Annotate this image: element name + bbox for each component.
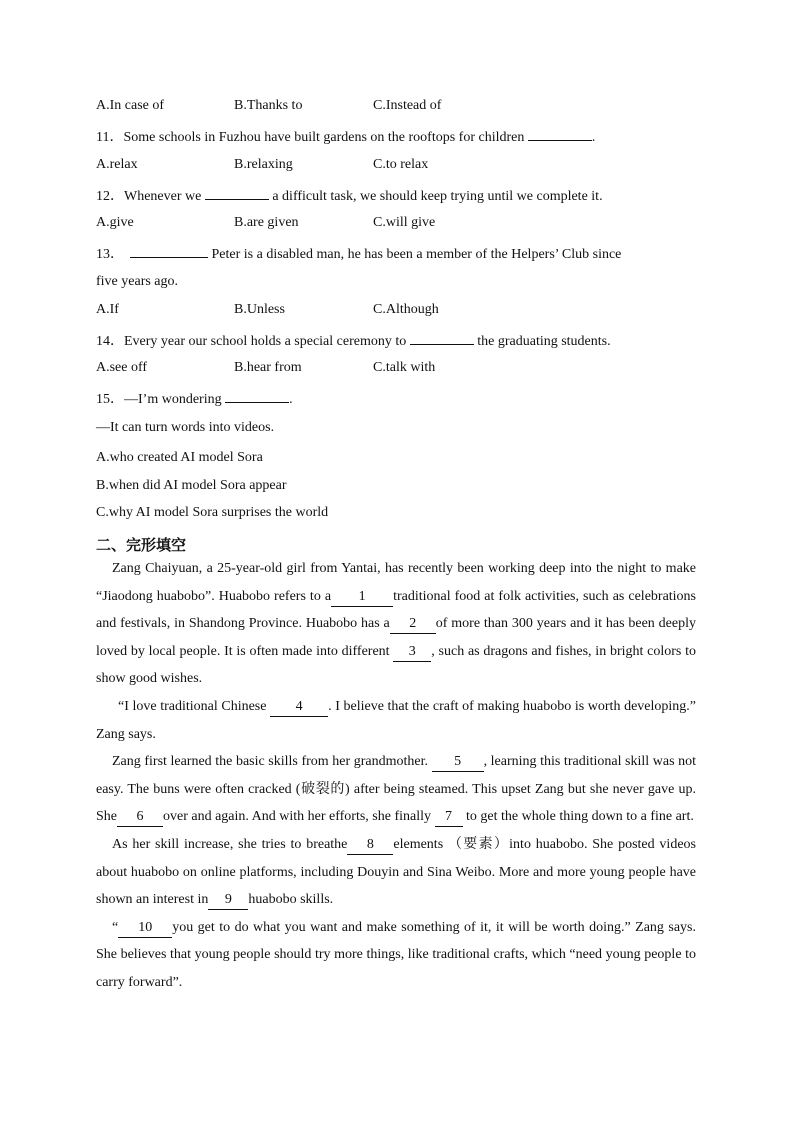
- q14-option-c: C.talk with: [373, 360, 436, 375]
- question-text-end: .: [591, 130, 596, 145]
- question-text-end: the graduating students.: [473, 334, 611, 349]
- q10-option-a: A.In case of: [96, 98, 165, 113]
- question-number: 15．: [96, 392, 124, 407]
- cloze-blank-7[interactable]: 7: [435, 808, 463, 827]
- question-14: [96, 330, 611, 351]
- cloze-blank-9[interactable]: 9: [208, 891, 248, 910]
- question-11: [96, 126, 595, 147]
- question-15: [96, 388, 293, 409]
- cloze-blank-2[interactable]: 2: [390, 615, 436, 634]
- question-text: Whenever we: [124, 189, 205, 204]
- question-text: Peter is a disabled man, he has been a member of the Helpers’ Club since: [208, 247, 622, 262]
- cloze-paragraph-2: “I love traditional Chinese 4 . I believe that the craft of making huabobo is worth developing.” Zang says.: [96, 698, 696, 742]
- answer-blank[interactable]: [410, 330, 474, 345]
- q12-option-a: A.give: [96, 215, 134, 230]
- cloze-blank-5[interactable]: 5: [432, 753, 484, 772]
- q11-option-c: C.to relax: [373, 157, 429, 172]
- cloze-paragraph-4: As her skill increase, she tries to breathe 8 elements （要素）into huabobo. She posted videos about huabobo on online platforms, including Douyin and Sina Weibo. More and more young people have shown an interest in 9 huabobo skills.: [96, 831, 696, 914]
- q10-option-b: B.Thanks to: [234, 98, 303, 113]
- q14-option-a: A.see off: [96, 360, 148, 375]
- answer-blank[interactable]: [225, 388, 289, 403]
- q13-line-2: five years ago.: [96, 274, 179, 289]
- q13-option-c: C.Although: [373, 302, 439, 317]
- cloze-passage: [96, 555, 696, 997]
- q12-option-c: C.will give: [373, 215, 436, 230]
- question-number: 13．: [96, 247, 124, 262]
- q12-option-b: B.are given: [234, 215, 299, 230]
- question-13: [96, 243, 621, 264]
- cloze-blank-4[interactable]: 4: [270, 698, 328, 717]
- q14-option-b: B.hear from: [234, 360, 302, 375]
- answer-blank[interactable]: [528, 126, 592, 141]
- q11-option-a: A.relax: [96, 157, 138, 172]
- q10-option-c: C.Instead of: [373, 98, 442, 113]
- q15-option-a: A.who created AI model Sora: [96, 450, 263, 465]
- cloze-paragraph-5: “ 10 you get to do what you want and make something of it, it will be worth doing.” Zang says. She believes that young people should try more things, like traditional crafts, which “need young people to carry forward”.: [96, 919, 696, 990]
- question-text-end: .: [289, 392, 293, 407]
- question-12: [96, 185, 603, 206]
- question-number: 12．: [96, 189, 124, 204]
- question-text: Every year our school holds a special ceremony to: [124, 334, 410, 349]
- question-number: 11．: [96, 130, 124, 145]
- q11-option-b: B.relaxing: [234, 157, 293, 172]
- answer-blank[interactable]: [205, 185, 269, 200]
- question-number: 14．: [96, 334, 124, 349]
- cloze-blank-10[interactable]: 10: [118, 919, 172, 938]
- q15-option-b: B.when did AI model Sora appear: [96, 478, 287, 493]
- q13-option-b: B.Unless: [234, 302, 285, 317]
- cloze-blank-8[interactable]: 8: [347, 836, 393, 855]
- answer-blank[interactable]: [130, 243, 208, 258]
- section-heading: 二、完形填空: [96, 536, 187, 554]
- question-text: —I’m wondering: [124, 392, 226, 407]
- cloze-paragraph-3: Zang first learned the basic skills from her grandmother. 5 , learning this traditional skill was not easy. The buns were often cracked (破裂的) after being steamed. This upset Zang but she never gave up. She 6 over and again. And with her efforts, she finally 7 to get the whole thing down to a fine art.: [96, 748, 696, 831]
- cloze-blank-1[interactable]: 1: [331, 588, 393, 607]
- q15-option-c: C.why AI model Sora surprises the world: [96, 505, 329, 520]
- cloze-paragraph-1: Zang Chaiyuan, a 25-year-old girl from Yantai, has recently been working deep into the night to make “Jiaodong huabobo”. Huabobo refers to a 1 traditional food at folk activities, such as celebrations and festivals, in Shandong Province. Huabobo has a 2 of more than 300 years and it has been deeply loved by local people. It is often made into different 3 , such as dragons and fishes, in bright colors to show good wishes.: [96, 561, 697, 687]
- q15-reply: —It can turn words into videos.: [96, 420, 275, 435]
- question-text: Some schools in Fuzhou have built gardens on the rooftops for children: [123, 130, 528, 145]
- q13-option-a: A.If: [96, 302, 119, 317]
- cloze-blank-6[interactable]: 6: [117, 808, 163, 827]
- cloze-blank-3[interactable]: 3: [393, 643, 431, 662]
- question-text-end: a difficult task, we should keep trying until we complete it.: [268, 189, 603, 204]
